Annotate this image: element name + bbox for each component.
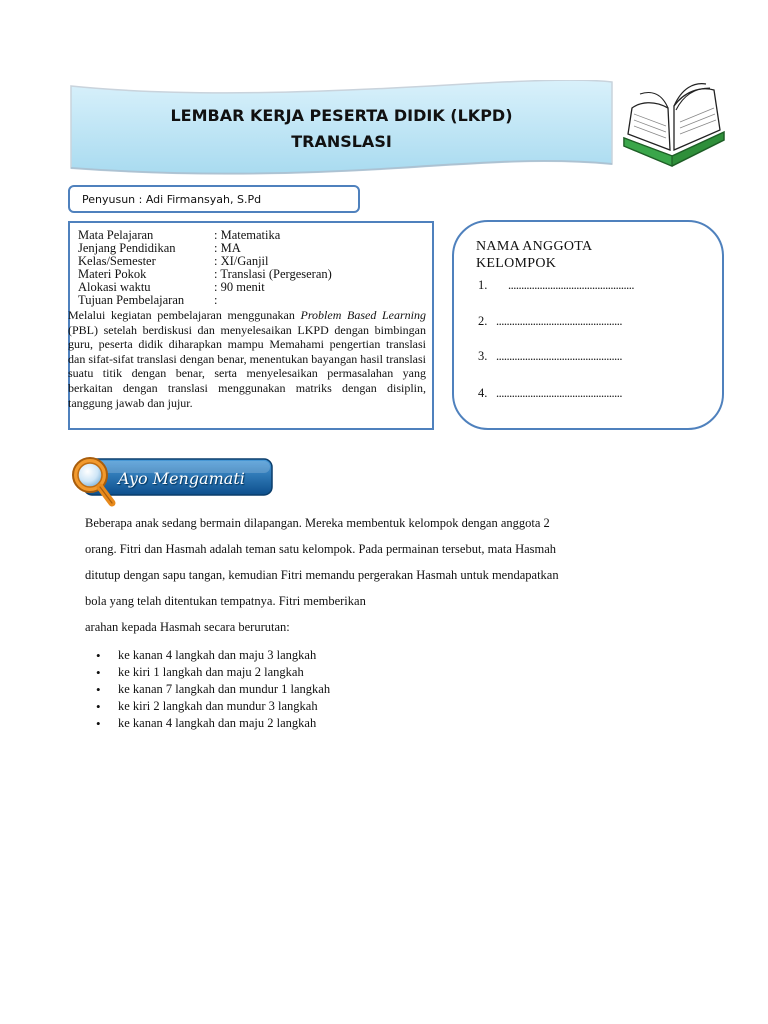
info-label: Tujuan Pembelajaran <box>78 293 185 307</box>
story-line: Beberapa anak sedang bermain dilapangan. Mereka membentuk kelompok dengan anggota 2 <box>85 516 550 530</box>
info-row <box>78 294 217 307</box>
info-value: : XI/Ganjil <box>214 254 269 268</box>
info-label: Mata Pelajaran <box>78 228 154 242</box>
section-label: Ayo Mengamati <box>118 469 245 488</box>
group-members-box <box>452 220 724 430</box>
member-entry[interactable]: 2. ................................................ <box>478 314 622 328</box>
info-value: : 90 menit <box>214 280 265 294</box>
list-item: • ke kiri 1 langkah dan maju 2 langkah <box>96 664 330 681</box>
open-book-icon <box>618 80 730 177</box>
info-label: Alokasi waktu <box>78 280 151 294</box>
info-value: : Matematika <box>214 228 281 242</box>
group-members-title: NAMA ANGGOTA KELOMPOK <box>476 239 593 271</box>
member-entry[interactable]: 4. ................................................ <box>478 386 622 400</box>
page-title: LEMBAR KERJA PESERTA DIDIK (LKPD) <box>170 106 513 125</box>
lesson-info-box <box>68 221 434 430</box>
ayo-mengamati-badge <box>70 455 274 510</box>
story-line: bola yang telah ditentukan tempatnya. Fitri memberikan <box>85 594 366 608</box>
author-box: Penyusun : Adi Firmansyah, S.Pd <box>68 185 360 213</box>
story-line: ditutup dengan sapu tangan, kemudian Fitri memandu pergerakan Hasmah untuk mendapatkan <box>85 568 559 582</box>
info-value: : <box>214 293 218 307</box>
story-line: arahan kepada Hasmah secara berurutan: <box>85 620 290 634</box>
page-subtitle: TRANSLASI <box>291 132 392 151</box>
story-line: orang. Fitri dan Hasmah adalah teman satu kelompok. Pada permainan tersebut, mata Hasmah <box>85 542 557 556</box>
member-entry[interactable]: 1. ................................................ <box>478 278 634 292</box>
list-item: • ke kiri 2 langkah dan mundur 3 langkah <box>96 698 330 715</box>
member-entry[interactable]: 3. ................................................ <box>478 349 622 363</box>
info-label: Kelas/Semester <box>78 254 156 268</box>
title-banner <box>68 80 615 175</box>
banner-shape <box>68 80 615 175</box>
direction-list <box>96 647 330 732</box>
list-item: • ke kanan 4 langkah dan maju 3 langkah <box>96 647 330 664</box>
list-item: • ke kanan 4 langkah dan maju 2 langkah <box>96 715 330 732</box>
info-value: : Translasi (Pergeseran) <box>214 267 332 281</box>
info-label: Jenjang Pendidikan <box>78 241 176 255</box>
info-label: Materi Pokok <box>78 267 147 281</box>
info-value: : MA <box>214 241 241 255</box>
learning-objective: Melalui kegiatan pembelajaran menggunakan Problem Based Learning (PBL) setelah berdiskusi dan menyelesaikan LKPD dengan bimbingan guru, peserta didik diharapkan mampu Memahami pengertian translasi dan sifat-sifat translasi dengan benar, menentukan bayangan hasil translasi suatu titik dengan benar, serta menyelesaikan permasalahan yang berkaitan dengan translasi menggunakan matriks dengan disiplin, tanggung jawab dan jujur. <box>68 308 426 410</box>
list-item: • ke kanan 7 langkah dan mundur 1 langkah <box>96 681 330 698</box>
